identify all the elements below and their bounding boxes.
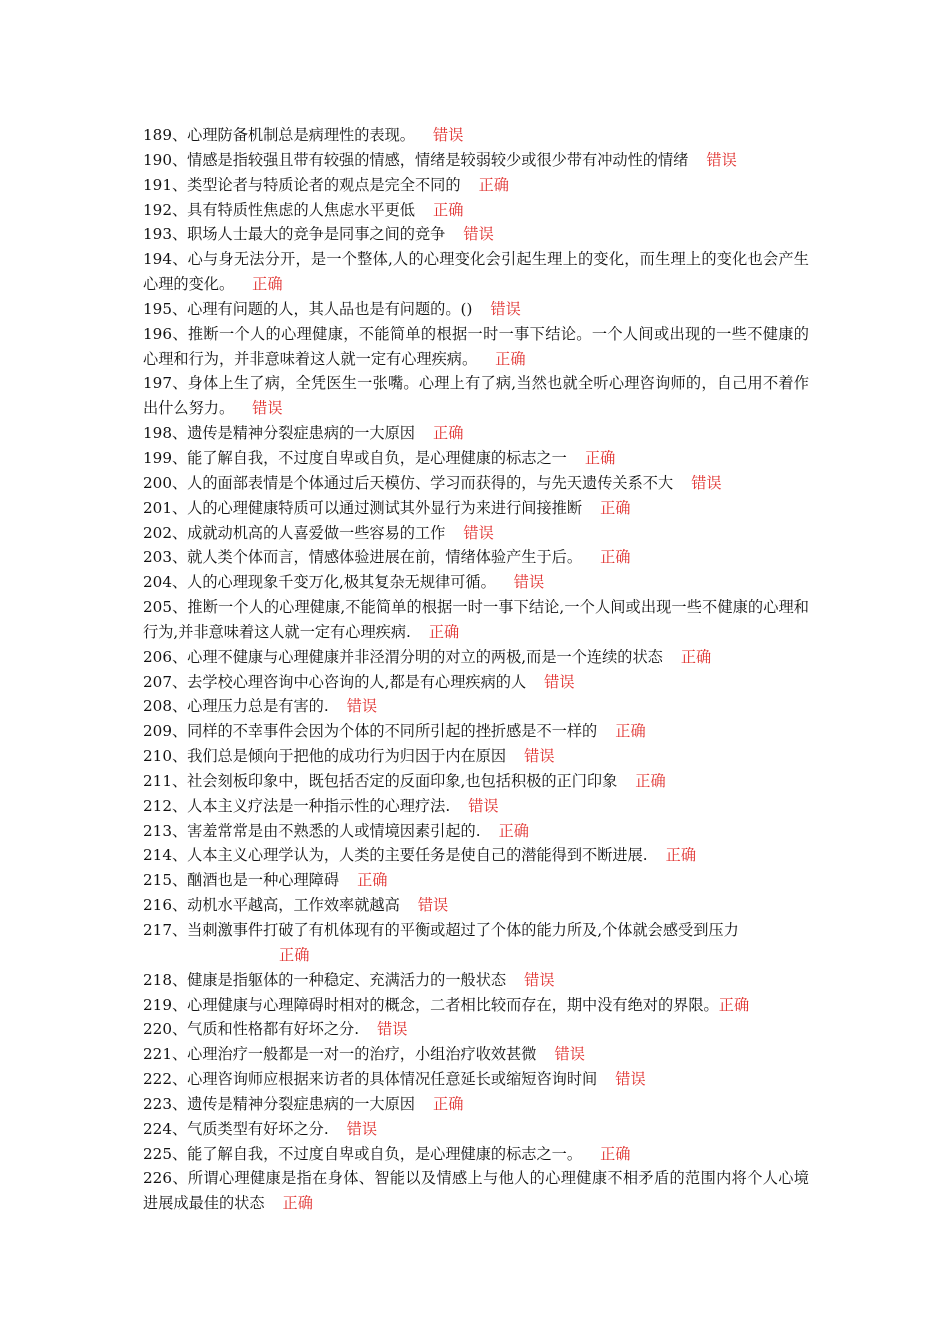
question-text: 198、遗传是精神分裂症患病的一大原因 <box>143 424 415 443</box>
question-text: 189、心理防备机制总是病理性的表现。 <box>143 126 415 144</box>
answer-label: 正确 <box>282 1194 313 1213</box>
answer-label: 错误 <box>544 672 575 691</box>
answer-label: 错误 <box>691 473 722 492</box>
list-item <box>143 1166 809 1216</box>
list-item <box>143 322 809 372</box>
question-text: 214、人本主义心理学认为，人类的主要任务是使自己的潜能得到不断进展. <box>143 846 648 865</box>
question-text: 192、具有特质性焦虑的人焦虑水平更低 <box>143 200 415 219</box>
list-item <box>143 769 809 794</box>
answer-label: 错误 <box>490 299 521 318</box>
list-item <box>143 1142 809 1167</box>
question-text: 209、同样的不幸事件会因为个体的不同所引起的挫折感是不一样的 <box>143 722 598 741</box>
answer-label: 错误 <box>706 150 737 169</box>
question-text: 223、遗传是精神分裂症患病的一大原因 <box>143 1094 415 1113</box>
list-item <box>143 198 809 223</box>
list-item <box>143 471 809 496</box>
list-item <box>143 545 809 570</box>
question-text: 196、推断一个人的心理健康，不能简单的根据一时一事下结论。一个人间或出现的一些不健康的心理和行为，并非意味着这人就一定有心理疾病。 <box>143 324 809 368</box>
answer-label: 错误 <box>463 523 494 542</box>
question-text: 200、人的面部表情是个体通过后天模仿、学习而获得的，与先天遗传关系不大 <box>143 473 674 492</box>
question-text: 206、心理不健康与心理健康并非泾渭分明的对立的两极,而是一个连续的状态 <box>143 647 663 666</box>
answer-label: 正确 <box>433 1094 464 1113</box>
list-item <box>143 371 809 421</box>
question-text: 218、健康是指躯体的一种稳定、充满活力的一般状态 <box>143 970 507 989</box>
question-text: 210、我们总是倾向于把他的成功行为归因于内在原因 <box>143 747 507 766</box>
answer-label: 错误 <box>524 747 555 766</box>
answer-label: 正确 <box>252 275 283 294</box>
list-item <box>143 595 809 645</box>
answer-label: 正确 <box>498 821 529 840</box>
list-item <box>143 694 809 719</box>
answer-label: 正确 <box>357 871 388 890</box>
answer-label: 正确 <box>665 846 697 865</box>
question-text: 205、推断一个人的心理健康,不能简单的根据一时一事下结论,一个人间或出现一些不健康的心理和行为,并非意味着这人就一定有心理疾病. <box>143 598 809 641</box>
list-item <box>143 719 809 744</box>
question-text: 194、心与身无法分开，是一个整体,人的心理变化会引起生理上的变化，而生理上的变化也会产生心理的变化。 <box>143 250 809 294</box>
question-list <box>143 123 809 1216</box>
list-item <box>143 868 809 893</box>
answer-label: 正确 <box>478 175 509 194</box>
answer-label: 错误 <box>615 1070 646 1089</box>
question-text: 207、去学校心理咨询中心咨询的人,都是有心理疾病的人 <box>143 672 527 691</box>
question-text: 215、酗酒也是一种心理障碍 <box>143 871 340 890</box>
list-item <box>143 1117 809 1142</box>
answer-label: 正确 <box>279 945 310 964</box>
question-text: 224、气质类型有好坏之分. <box>143 1119 329 1138</box>
list-item <box>143 421 809 446</box>
answer-label: 正确 <box>600 498 631 517</box>
question-text: 204、人的心理现象千变万化,极其复杂无规律可循。 <box>143 573 496 592</box>
question-text: 226、所谓心理健康是指在身体、智能以及情感上与他人的心理健康不相矛盾的范围内将个人心境进展成最佳的状态 <box>143 1169 809 1213</box>
list-item <box>143 148 809 173</box>
question-text: 225、能了解自我，不过度自卑或自负，是心理健康的标志之一。 <box>143 1144 583 1163</box>
list-item <box>143 819 809 844</box>
list-item <box>143 993 809 1018</box>
answer-label: 正确 <box>433 424 464 443</box>
list-item <box>143 968 809 993</box>
answer-label: 错误 <box>463 225 494 244</box>
question-text: 202、成就动机高的人喜爱做一些容易的工作 <box>143 523 446 542</box>
question-text: 190、情感是指较强且带有较强的情感，情绪是较弱较少或很少带有冲动性的情绪 <box>143 150 689 169</box>
answer-label: 正确 <box>495 349 526 368</box>
list-item <box>143 247 809 297</box>
answer-label: 错误 <box>346 697 378 716</box>
answer-label: 错误 <box>513 573 545 592</box>
answer-label: 正确 <box>718 995 750 1014</box>
answer-label: 正确 <box>635 771 666 790</box>
question-text: 203、就人类个体而言，情感体验进展在前，情绪体验产生于后。 <box>143 548 583 567</box>
question-text: 216、动机水平越高，工作效率就越高 <box>143 896 400 915</box>
answer-label: 错误 <box>377 1020 408 1039</box>
list-item <box>143 521 809 546</box>
question-text: 211、社会刻板印象中，既包括否定的反面印象,也包括积极的正门印象 <box>143 771 618 790</box>
question-text: 217、当刺激事件打破了有机体现有的平衡或超过了个体的能力所及,个体就会感受到压力 <box>143 921 739 939</box>
answer-label: 正确 <box>433 200 464 219</box>
list-item <box>143 794 809 819</box>
answer-label: 错误 <box>252 399 283 418</box>
list-item <box>143 1042 809 1067</box>
list-item <box>143 1067 809 1092</box>
question-text: 199、能了解自我，不过度自卑或自负，是心理健康的标志之一 <box>143 448 567 467</box>
answer-label: 错误 <box>524 970 555 989</box>
question-text: 222、心理咨询师应根据来访者的具体情况任意延长或缩短咨询时间 <box>143 1070 598 1089</box>
list-item <box>143 123 809 148</box>
question-text: 208、心理压力总是有害的. <box>143 697 329 716</box>
list-item <box>143 893 809 918</box>
list-item <box>143 496 809 521</box>
answer-label: 正确 <box>584 448 616 467</box>
answer-label: 正确 <box>615 722 646 741</box>
answer-label: 错误 <box>433 126 464 144</box>
list-item <box>143 1092 809 1117</box>
list-item <box>143 744 809 769</box>
list-item <box>143 1017 809 1042</box>
list-item <box>143 645 809 670</box>
question-text: 193、职场人士最大的竞争是同事之间的竞争 <box>143 225 446 244</box>
question-text: 220、气质和性格都有好坏之分. <box>143 1020 360 1039</box>
list-item <box>143 918 809 968</box>
question-text: 201、人的心理健康特质可以通过测试其外显行为来进行间接推断 <box>143 498 583 517</box>
question-text: 219、心理健康与心理障碍时相对的概念，二者相比较而存在，期中没有绝对的界限。 <box>143 995 719 1014</box>
answer-label: 错误 <box>417 896 449 915</box>
list-item <box>143 173 809 198</box>
list-item <box>143 297 809 322</box>
list-item <box>143 446 809 471</box>
answer-label: 错误 <box>346 1119 378 1138</box>
answer-label: 错误 <box>554 1045 585 1064</box>
answer-label: 正确 <box>428 622 460 641</box>
answer-label: 正确 <box>680 647 712 666</box>
question-text: 191、类型论者与特质论者的观点是完全不同的 <box>143 175 461 194</box>
question-text: 221、心理治疗一般都是一对一的治疗，小组治疗收效甚微 <box>143 1045 537 1064</box>
question-text: 213、害羞常常是由不熟悉的人或情境因素引起的. <box>143 821 481 840</box>
list-item <box>143 222 809 247</box>
answer-label: 正确 <box>600 1144 631 1163</box>
list-item <box>143 570 809 595</box>
answer-label: 错误 <box>468 796 499 815</box>
question-text: 197、身体上生了病，全凭医生一张嘴。心理上有了病,当然也就全听心理咨询师的，自己用不着作出什么努力。 <box>143 374 809 418</box>
question-text: 195、心理有问题的人，其人品也是有问题的。() <box>143 299 473 318</box>
answer-label: 正确 <box>600 548 631 567</box>
list-item <box>143 670 809 695</box>
question-text: 212、人本主义疗法是一种指示性的心理疗法. <box>143 796 451 815</box>
list-item <box>143 843 809 868</box>
